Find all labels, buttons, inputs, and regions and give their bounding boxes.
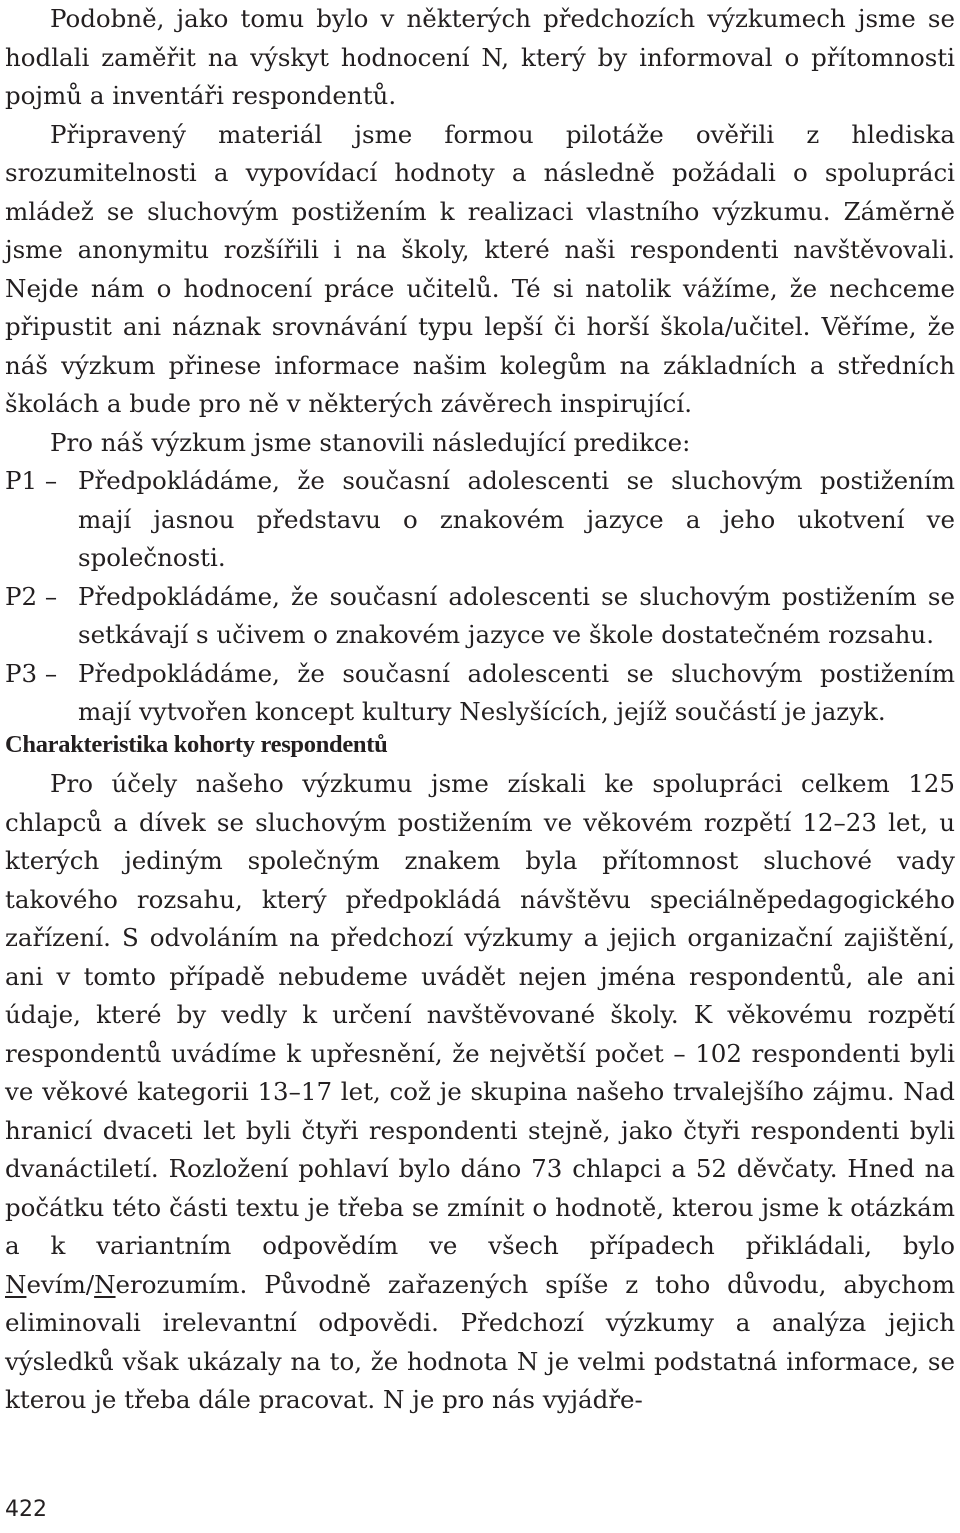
underlined-letter-n: N	[5, 1269, 27, 1299]
predictions-list	[5, 462, 955, 732]
prediction-label: P2 –	[5, 581, 58, 611]
cohort-text-part-2: evím/	[26, 1269, 95, 1299]
prediction-item	[5, 462, 955, 578]
intro-paragraph-2: Připravený materiál jsme formou pilotáže ověřili z hlediska srozumitelnosti a vypovídací hodnoty a následně požádali o spolupráci mládež se sluchovým postižením k realizaci vlastního výzkumu. Záměrně jsme anonymitu rozšířili i na školy, které naši respondenti navštěvovali. Nejde nám o hodnocení práce učitelů. Té si natolik vážíme, že nechceme připustit ani náznak srovnávání typu lepší či horší škola/učitel. Věříme, že náš výzkum přinese informace našim kolegům na základních a středních školách a bude pro ně v některých závěrech inspirující.	[5, 119, 955, 418]
intro-paragraph-1: Podobně, jako tomu bylo v některých předchozích výzkumech jsme se hodlali zaměřit na výskyt hodnocení N, který by informoval o přítomnosti pojmů a inventáři respondentů.	[5, 4, 955, 110]
prediction-item	[5, 578, 955, 655]
prediction-text: Předpokládáme, že současní adolescenti se sluchovým postižením mají jasnou představu o znakovém jazyce a jeho ukotvení ve společnosti.	[78, 466, 955, 572]
cohort-text-part-3: erozumím. Původně zařazených spíše z toho důvodu, abychom eliminovali irelevantní odpovědi. Předchozí výzkumy a analýza jejich výsledků však ukázaly na to, že hodnota N je velmi podstatná informace, se kterou je třeba dále pracovat. N je pro nás vyjádře-	[5, 1269, 955, 1414]
section-heading: Charakteristika kohorty respondentů	[5, 731, 388, 758]
prediction-label: P1 –	[5, 466, 58, 495]
underlined-letter-n: N	[94, 1269, 116, 1299]
page-number: 422	[5, 1497, 47, 1522]
prediction-label: P3 –	[5, 658, 58, 688]
intro-text-block	[5, 0, 955, 462]
cohort-text-block	[5, 765, 955, 1420]
prediction-item	[5, 655, 955, 732]
prediction-text: Předpokládáme, že současní adolescenti se sluchovým postižením se setkávají s učivem o znakovém jazyce ve škole dostatečném rozsahu.	[78, 581, 955, 649]
intro-paragraph-3: Pro náš výzkum jsme stanovili následující predikce:	[50, 427, 691, 457]
prediction-text: Předpokládáme, že současní adolescenti se sluchovým postižením mají vytvořen koncept kultury Neslyšících, jejíž součástí je jazyk.	[78, 658, 955, 726]
cohort-text-part-1: Pro účely našeho výzkumu jsme získali ke spolupráci celkem 125 chlapců a dívek se sluchovým postižením ve věkovém rozpětí 12–23 let, u kterých jediným společným znakem byla přítomnost sluchové vady takového rozsahu, který předpokládá návštěvu speciálněpedagogického zařízení. S odvoláním na předchozí výzkumy a jejich organizační zajištění, ani v tomto případě nebudeme uvádět nejen jména respondentů, ale ani údaje, které by vedly k určení navštěvované školy. K věkovému rozpětí respondentů uvádíme k upřesnění, že největší počet – 102 respondenti byli ve věkové kategorii 13–17 let, což je skupina našeho trvalejšího zájmu. Nad hranicí dvaceti let byli čtyři respondenti stejně, jako čtyři respondenti byli dvanáctiletí. Rozložení pohlaví bylo dáno 73 chlapci a 52 děvčaty. Hned na počátku této části textu je třeba se zmínit o hodnotě, kterou jsme k otázkám a k variantním odpovědím ve všech případech přikládali, bylo	[5, 769, 955, 1260]
cohort-paragraph	[5, 765, 955, 1420]
